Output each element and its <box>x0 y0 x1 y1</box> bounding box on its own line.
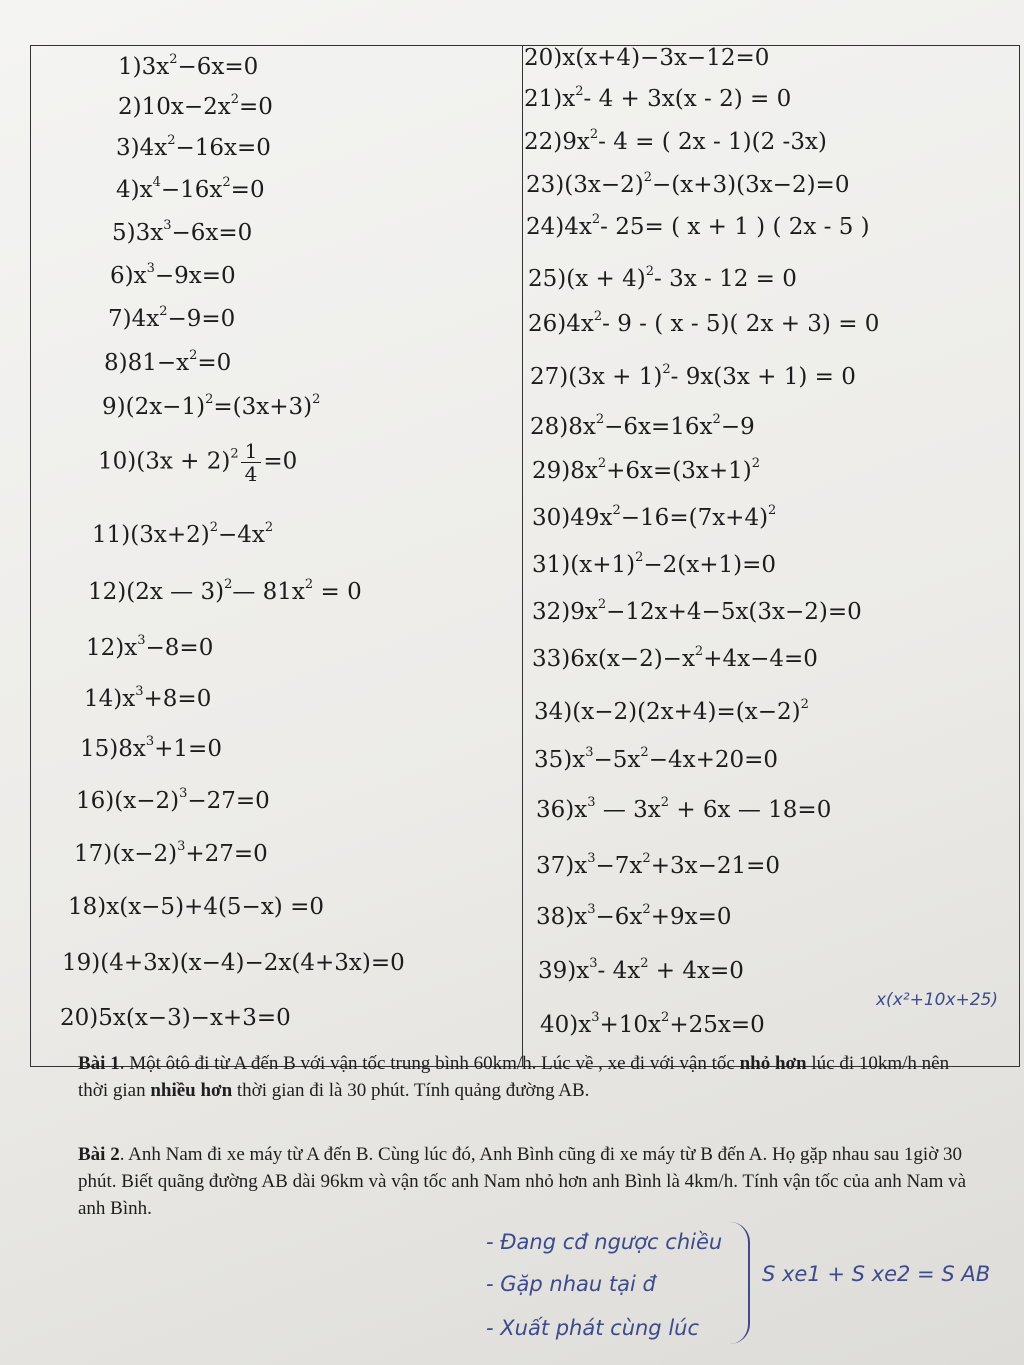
equation-number: 30) <box>532 505 571 531</box>
equation-part: −4x <box>218 522 265 548</box>
equation-item <box>102 392 320 422</box>
equation-exponent: 2 <box>800 697 809 712</box>
equation-exponent: 2 <box>224 577 233 592</box>
equation-number: 26) <box>528 311 567 337</box>
handwriting-brace <box>726 1222 750 1344</box>
handwriting-line-3: - Xuất phát cùng lúc <box>486 1316 700 1340</box>
equation-exponent: 2 <box>662 362 671 377</box>
equation-part: 8x <box>568 414 596 440</box>
problem-1-label: Bài 1 <box>78 1053 120 1074</box>
problem-2 <box>78 1141 978 1222</box>
equation-exponent: 2 <box>575 84 584 99</box>
equation-number: 20) <box>524 45 563 71</box>
equation-item <box>110 261 236 291</box>
equation-item <box>108 304 235 334</box>
equation-exponent: 3 <box>585 745 594 760</box>
equation-part: 4x <box>566 311 594 337</box>
equation-number: 7) <box>108 306 132 332</box>
equation-part: −8=0 <box>145 635 214 661</box>
equation-exponent: 2 <box>661 1010 670 1025</box>
equation-number: 2) <box>118 94 142 120</box>
equation-exponent: 2 <box>591 212 601 227</box>
fraction-denominator: 4 <box>244 462 258 486</box>
equation-exponent: 3 <box>137 633 146 648</box>
equation-part: x <box>139 177 153 203</box>
equation-part: 81−x <box>127 350 190 376</box>
equation-number: 10) <box>98 448 137 475</box>
equation-number: 24) <box>526 214 565 240</box>
equation-part: - 4 = ( 2x - 1)(2 -3x) <box>598 129 827 155</box>
equation-item <box>98 440 297 485</box>
equation-part: x <box>576 958 590 984</box>
equation-part: x <box>574 904 588 930</box>
equation-item <box>74 839 268 869</box>
equation-part: +10x <box>599 1012 662 1038</box>
equation-part: 3x <box>135 220 164 246</box>
equation-part: (x+1) <box>570 552 636 578</box>
equation-part: +8=0 <box>143 686 212 712</box>
equation-part: - 9x(3x + 1) = 0 <box>670 364 856 390</box>
equation-exponent: 2 <box>645 264 654 279</box>
equation-part: −12x+4−5x(3x−2)=0 <box>606 599 862 625</box>
equation-part: =0 <box>239 94 273 120</box>
equation-part: =0 <box>263 448 298 475</box>
equation-exponent: 2 <box>768 503 777 518</box>
equation-part: −6x=0 <box>171 220 253 246</box>
equation-exponent: 3 <box>179 786 188 801</box>
equation-number: 17) <box>74 841 113 867</box>
equation-item <box>540 1010 765 1040</box>
equation-item <box>68 892 324 922</box>
equation-number: 34) <box>534 699 573 725</box>
equation-exponent: 2 <box>694 644 704 659</box>
equation-number: 19) <box>62 950 101 976</box>
equation-item <box>524 84 791 114</box>
equation-exponent: 2 <box>597 456 607 471</box>
equation-exponent: 2 <box>167 133 176 148</box>
equation-part: x(x+4)−3x−12=0 <box>562 45 770 71</box>
equation-exponent: 2 <box>751 456 761 471</box>
equation-part: −6x <box>595 904 643 930</box>
equation-item <box>92 520 273 550</box>
equation-item <box>536 902 731 932</box>
equation-item <box>528 309 879 339</box>
equation-part: x <box>562 86 576 112</box>
problem-2-label: Bài 2 <box>78 1144 120 1165</box>
equation-item <box>526 170 849 200</box>
equation-number: 6) <box>110 263 134 289</box>
equation-part: = 0 <box>313 579 362 605</box>
equation-exponent: 3 <box>587 902 596 917</box>
equation-part: (x−2) <box>114 788 180 814</box>
equation-item <box>88 577 362 607</box>
equation-item <box>84 684 211 714</box>
equation-part: +3x−21=0 <box>650 853 781 879</box>
equation-exponent: 3 <box>589 956 598 971</box>
equation-part: −16=(7x+4) <box>620 505 769 531</box>
equation-exponent: 2 <box>612 503 621 518</box>
problem-1-text-b: lúc đi 10km/h nên thời gian <box>78 1053 950 1101</box>
equation-item <box>116 175 265 205</box>
equation-item <box>86 633 213 663</box>
equation-number: 22) <box>524 129 563 155</box>
problem-1-text-a: . Một ôtô đi từ A đến B với vận tốc trung bình 60km/h. Lúc về , xe đi với vận tốc <box>119 1053 740 1074</box>
equation-exponent: 2 <box>640 956 649 971</box>
equation-item <box>76 786 270 816</box>
equation-number: 20) <box>60 1005 99 1031</box>
equation-item <box>104 348 231 378</box>
equation-exponent: 2 <box>169 52 178 67</box>
equation-exponent: 2 <box>304 577 314 592</box>
equation-part: (x + 4) <box>566 266 646 292</box>
equation-item <box>524 43 769 73</box>
equation-number: 36) <box>536 797 575 823</box>
equation-item <box>536 851 780 881</box>
equation-exponent: 2 <box>597 597 607 612</box>
equation-item <box>530 362 856 392</box>
equation-item <box>528 264 797 294</box>
handwriting-formula: S xe1 + S xe2 = S AB <box>762 1262 991 1286</box>
equation-part: x <box>122 686 136 712</box>
equation-number: 40) <box>540 1012 579 1038</box>
problem-1-bold-a: nhỏ hơn <box>739 1053 807 1074</box>
equation-part: - 25= ( x + 1 ) ( 2x - 5 ) <box>600 214 870 240</box>
equation-item <box>80 734 222 764</box>
equation-number: 8) <box>104 350 128 376</box>
equation-exponent: 2 <box>312 392 321 407</box>
equation-part: =(3x+3) <box>213 394 313 420</box>
equation-number: 33) <box>532 646 571 672</box>
equation-part: (x−2) <box>112 841 178 867</box>
equation-exponent: 2 <box>712 412 721 427</box>
equation-exponent: 3 <box>135 684 144 699</box>
equation-part: −27=0 <box>187 788 270 814</box>
equation-exponent: 3 <box>587 851 596 866</box>
equation-part: 9x <box>562 129 590 155</box>
equation-part: x <box>574 797 588 823</box>
equation-part: — 81x <box>232 579 305 605</box>
equation-exponent: 2 <box>660 795 670 810</box>
equation-exponent: 2 <box>189 348 198 363</box>
equation-part: 8x <box>118 736 146 762</box>
equation-fraction <box>241 440 262 485</box>
problem-1-text-c: thời gian đi là 30 phút. Tính quảng đường AB. <box>232 1080 590 1101</box>
equation-exponent: 2 <box>595 412 605 427</box>
equation-number: 11) <box>92 522 131 548</box>
equation-number: 28) <box>530 414 569 440</box>
equation-number: 39) <box>538 958 577 984</box>
equation-part: +1=0 <box>154 736 222 762</box>
equation-part: (x−2)(2x+4)=(x−2) <box>572 699 801 725</box>
equation-part: −16x <box>160 177 223 203</box>
equation-part: (3x−2) <box>564 172 644 198</box>
equation-part: =0 <box>230 177 265 203</box>
equation-part: =0 <box>197 350 232 376</box>
equation-exponent: 2 <box>159 304 168 319</box>
equation-item <box>534 697 809 727</box>
equation-part: −2(x+1)=0 <box>643 552 776 578</box>
equation-part: −6x=0 <box>177 54 259 80</box>
equation-part: x <box>578 1012 592 1038</box>
equation-part: - 4 + 3x(x - 2) = 0 <box>583 86 792 112</box>
equation-exponent: 3 <box>587 795 596 810</box>
equation-number: 27) <box>530 364 569 390</box>
equation-part: −9=0 <box>167 306 236 332</box>
problem-2-text: . Anh Nam đi xe máy từ A đến B. Cùng lúc đó, Anh Bình cũng đi xe máy từ B đến A. Họ gặp nhau sau 1giờ 30 phút. Biết quãng đường AB dài 96km và vận tốc anh Nam nhỏ hơn anh Bình là 4km/h. Tính vận tốc của anh Nam và anh Bình. <box>78 1144 967 1219</box>
equation-part: x <box>572 747 586 773</box>
equation-item <box>532 503 776 533</box>
equation-number: 31) <box>532 552 571 578</box>
handwriting-line-1: - Đang cđ ngược chiều <box>486 1230 723 1254</box>
equation-part: (3x + 1) <box>568 364 663 390</box>
equation-part: + 4x=0 <box>648 958 744 984</box>
fraction-numerator: 1 <box>241 440 262 463</box>
equation-part: +6x=(3x+1) <box>606 458 752 484</box>
equation-part: + 6x — 18=0 <box>669 797 832 823</box>
equation-part: — 3x <box>595 797 661 823</box>
equation-exponent: 2 <box>593 309 603 324</box>
equation-exponent: 3 <box>177 839 186 854</box>
equation-number: 23) <box>526 172 565 198</box>
equation-part: x <box>574 853 588 879</box>
equation-item <box>526 212 870 242</box>
equation-exponent: 2 <box>643 170 652 185</box>
equation-part: −9 <box>720 414 755 440</box>
equation-part: 5x(x−3)−x+3=0 <box>98 1005 291 1031</box>
equation-item <box>532 456 760 486</box>
equation-item <box>538 956 744 986</box>
equation-part: −9x=0 <box>154 263 236 289</box>
equation-number: 21) <box>524 86 563 112</box>
equation-part: (4+3x)(x−4)−2x(4+3x)=0 <box>100 950 405 976</box>
equation-item <box>118 92 273 122</box>
equation-item <box>534 745 778 775</box>
equation-number: 37) <box>536 853 575 879</box>
equation-number: 18) <box>68 894 107 920</box>
equation-part: 6x(x−2)−x <box>570 646 695 672</box>
equation-part: −(x+3)(3x−2)=0 <box>652 172 850 198</box>
equation-item <box>532 550 776 580</box>
equation-number: 15) <box>80 736 119 762</box>
equation-item <box>112 218 252 248</box>
equation-item <box>62 948 405 978</box>
equation-part: 9x <box>570 599 598 625</box>
equation-item <box>524 127 827 157</box>
equation-number: 29) <box>532 458 571 484</box>
equation-exponent: 3 <box>145 734 155 749</box>
equation-part: 4x <box>564 214 592 240</box>
table-column-divider <box>522 45 523 1067</box>
equation-number: 5) <box>112 220 136 246</box>
equation-number: 1) <box>118 54 142 80</box>
equation-exponent: 4 <box>152 175 161 190</box>
equation-number: 16) <box>76 788 115 814</box>
equation-part: +4x−4=0 <box>703 646 818 672</box>
equation-part: +27=0 <box>185 841 268 867</box>
equation-part: −7x <box>595 853 643 879</box>
equation-part: (3x + 2) <box>136 448 231 475</box>
equation-number: 12) <box>88 579 127 605</box>
equation-part: −4x+20=0 <box>648 747 779 773</box>
equation-number: 4) <box>116 177 140 203</box>
equation-exponent: 2 <box>222 175 231 190</box>
equation-item <box>530 412 755 442</box>
equation-part: 3x <box>141 54 170 80</box>
equation-exponent: 2 <box>205 392 214 407</box>
equation-part: −5x <box>593 747 641 773</box>
equation-item <box>532 644 818 674</box>
equation-part: +25x=0 <box>669 1012 765 1038</box>
handwritten-factor-note: x(x²+10x+25) <box>876 990 999 1010</box>
equation-part: (2x−1) <box>125 394 206 420</box>
equation-exponent: 2 <box>640 745 649 760</box>
equation-number: 32) <box>532 599 571 625</box>
equation-item <box>536 795 831 825</box>
equation-part: 8x <box>570 458 598 484</box>
equation-number: 38) <box>536 904 575 930</box>
equation-number: 9) <box>102 394 126 420</box>
equation-item <box>116 133 271 163</box>
equation-exponent: 3 <box>146 261 155 276</box>
equation-part: 4x <box>139 135 168 161</box>
equation-part: x(x−5)+4(5−x) =0 <box>106 894 324 920</box>
equation-part: (2x — 3) <box>126 579 225 605</box>
equation-part: x <box>124 635 138 661</box>
equation-number: 12) <box>86 635 125 661</box>
equation-part: 10x−2x <box>141 94 231 120</box>
equation-exponent: 2 <box>635 550 644 565</box>
equation-number: 14) <box>84 686 123 712</box>
equation-exponent: 2 <box>589 127 599 142</box>
equation-exponent: 2 <box>264 520 274 535</box>
equation-item <box>532 597 862 627</box>
equation-part: +9x=0 <box>650 904 732 930</box>
equation-number: 25) <box>528 266 567 292</box>
equation-exponent: 2 <box>230 92 240 107</box>
equation-exponent: 2 <box>642 851 651 866</box>
equation-exponent: 3 <box>163 218 172 233</box>
equation-part: - 4x <box>597 958 641 984</box>
problem-1-bold-b: nhiều hơn <box>150 1080 233 1101</box>
equation-number: 35) <box>534 747 573 773</box>
equation-part: 4x <box>131 306 160 332</box>
equation-part: x <box>133 263 147 289</box>
equation-exponent: 3 <box>591 1010 600 1025</box>
equation-item <box>60 1003 291 1033</box>
equation-part: - 9 - ( x - 5)( 2x + 3) = 0 <box>602 311 880 337</box>
equation-part: −16x=0 <box>175 135 271 161</box>
equation-item <box>118 52 258 82</box>
equation-part: 49x <box>570 505 613 531</box>
equation-part: - 3x - 12 = 0 <box>653 266 797 292</box>
equation-exponent: 2 <box>209 520 218 535</box>
equation-exponent: 2 <box>642 902 651 917</box>
equation-exponent: 2 <box>230 446 239 462</box>
equation-part: (3x+2) <box>130 522 210 548</box>
problem-1 <box>78 1050 978 1104</box>
equation-number: 3) <box>116 135 140 161</box>
handwriting-line-2: - Gặp nhau tại đ <box>486 1272 656 1296</box>
equation-part: −6x=16x <box>604 414 713 440</box>
